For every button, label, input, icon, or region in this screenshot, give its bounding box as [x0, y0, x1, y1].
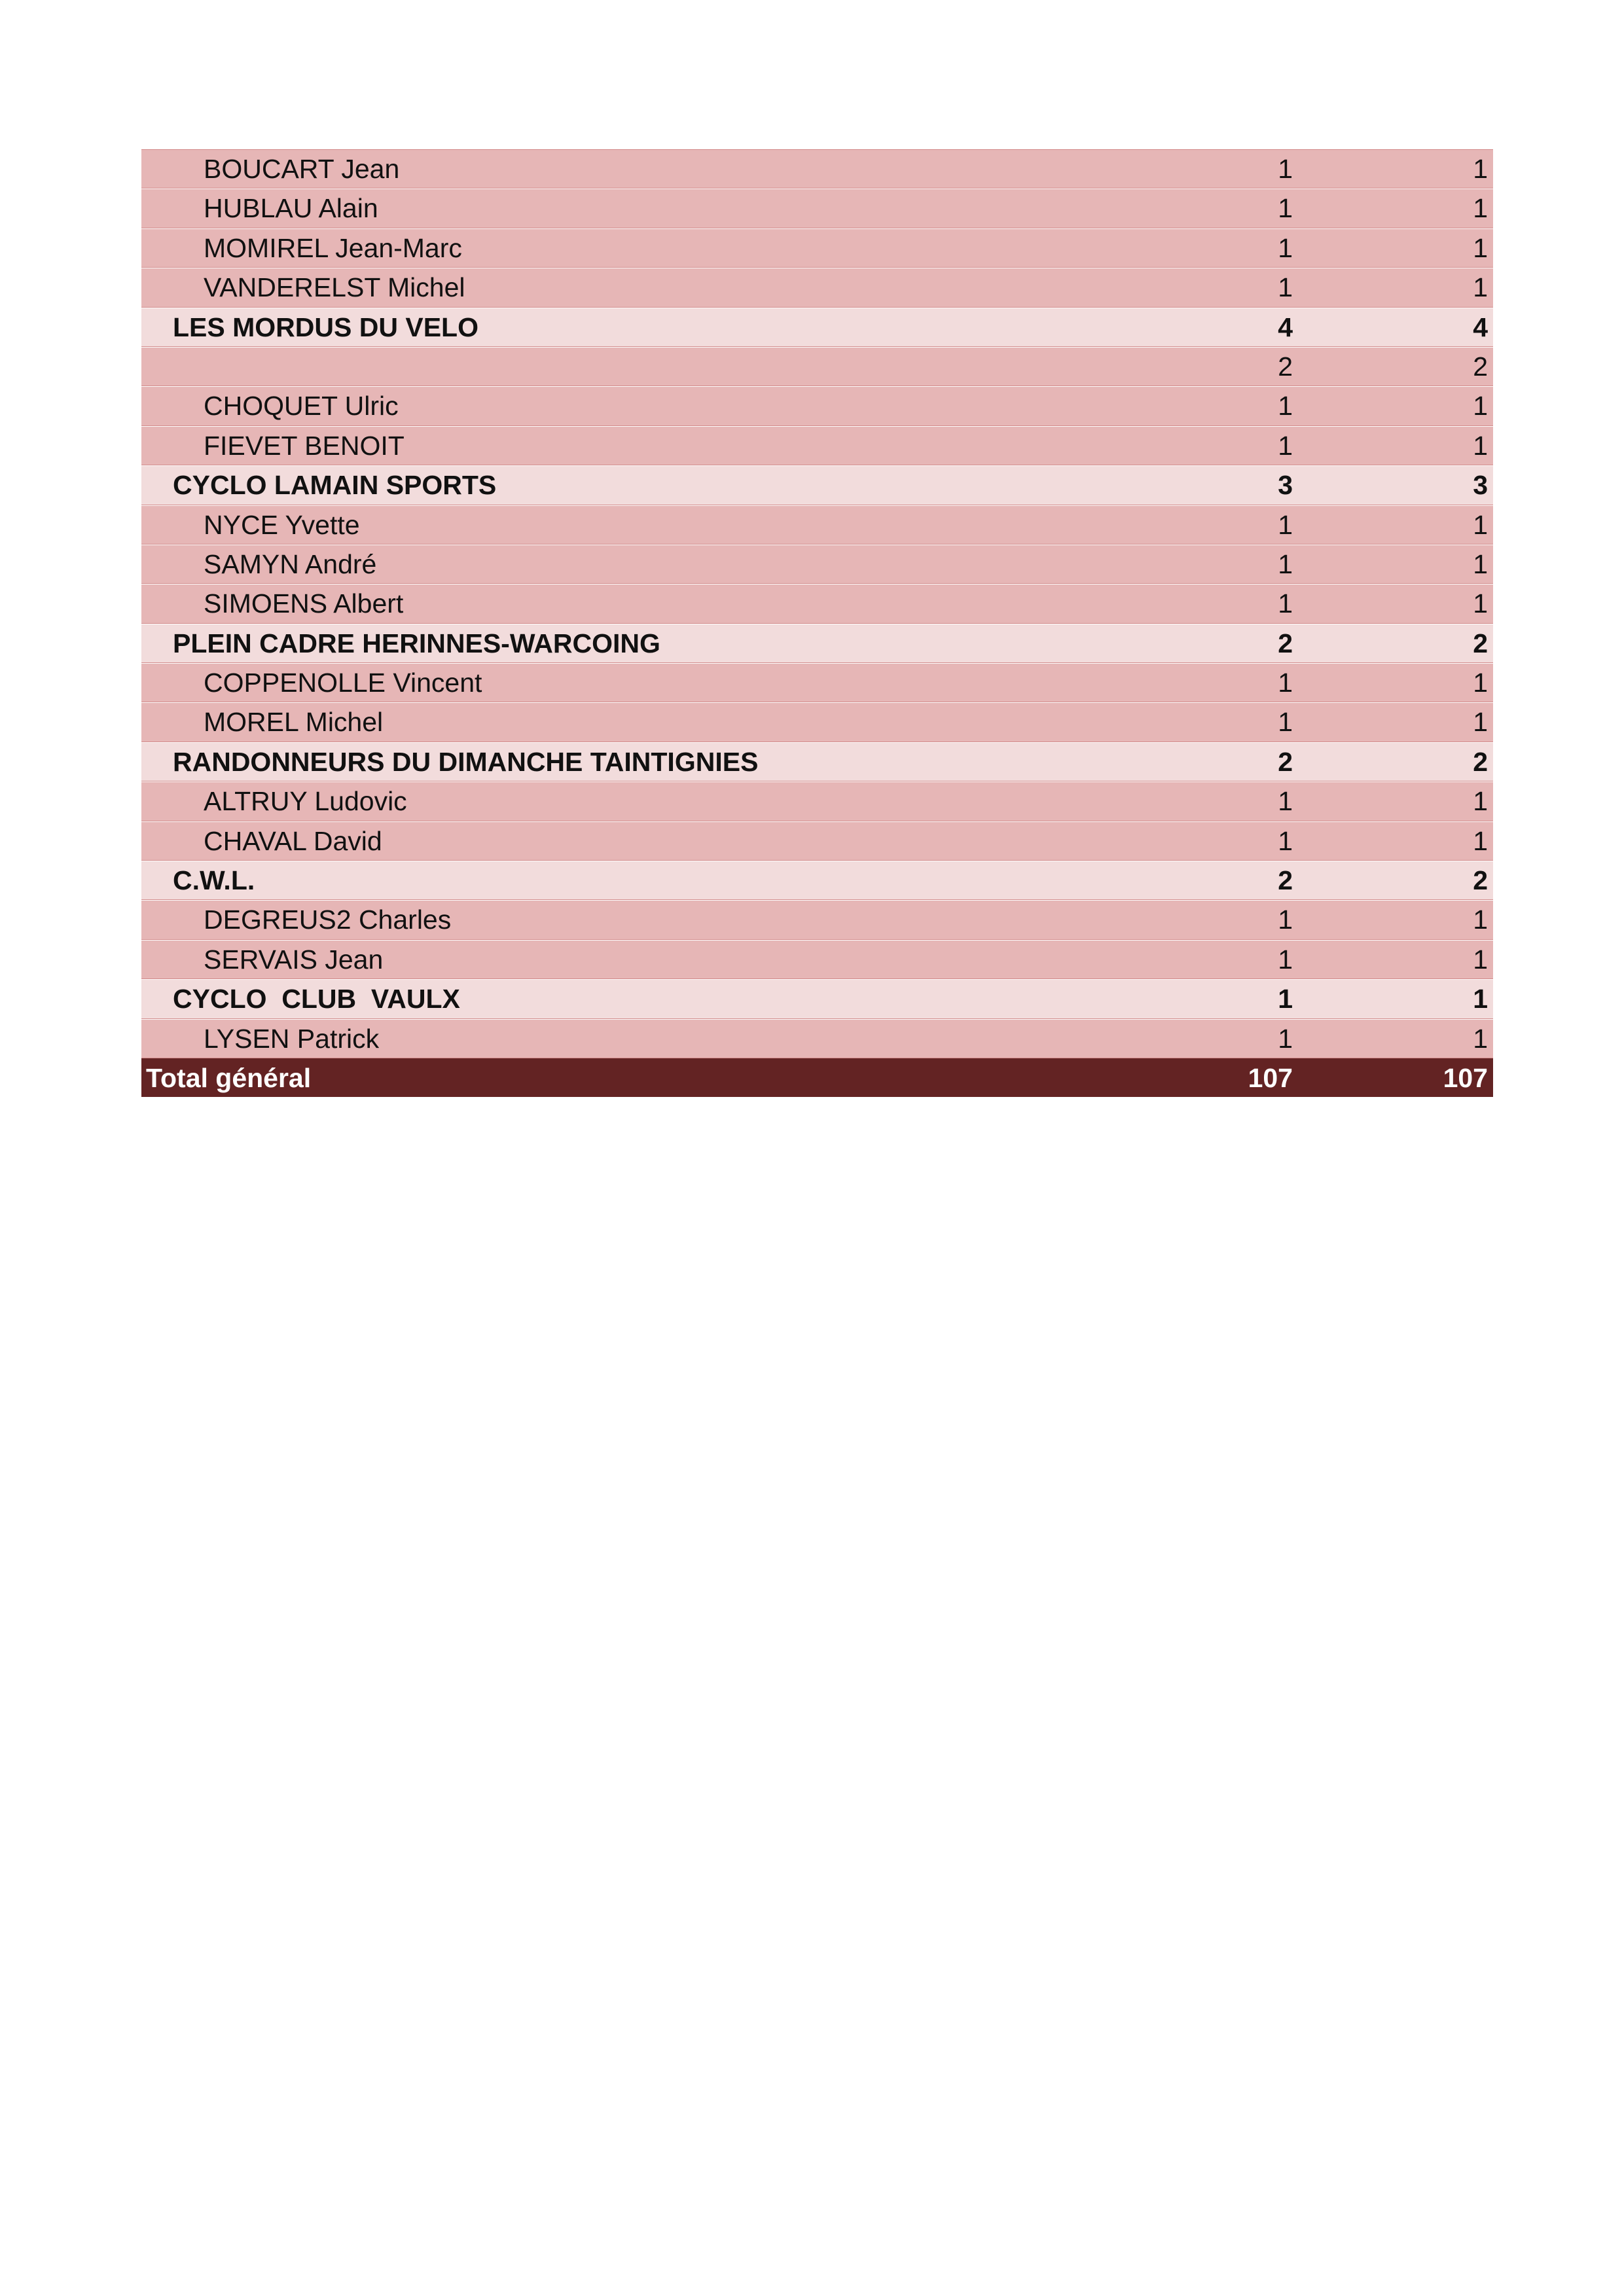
row-value-b: 2: [1473, 865, 1488, 896]
table-row: [141, 545, 1493, 584]
table-row: [141, 900, 1493, 939]
row-value-a: 1: [1278, 1023, 1293, 1054]
table-row: [141, 505, 1493, 545]
table-row: [141, 781, 1493, 821]
table-row: [141, 149, 1493, 188]
club-name: CYCLO CLUB VAULX: [173, 984, 460, 1014]
row-value-a: 1: [1278, 825, 1293, 856]
table-row: [141, 386, 1493, 425]
row-value-b: 2: [1473, 746, 1488, 777]
row-value-a: 1: [1278, 668, 1293, 698]
row-value-b: 3: [1473, 470, 1488, 501]
row-value-a: 1: [1278, 154, 1293, 184]
club-subtotal-row: [141, 624, 1493, 663]
row-value-a: 1: [1278, 984, 1293, 1014]
club-subtotal-row: [141, 465, 1493, 505]
row-value-a: 1: [1278, 707, 1293, 738]
row-value-b: 1: [1473, 430, 1488, 461]
row-value-b: 1: [1473, 509, 1488, 540]
row-value-a: 1: [1278, 391, 1293, 422]
row-value-b: 1: [1473, 825, 1488, 856]
row-value-b: 1: [1473, 668, 1488, 698]
table-row: [141, 663, 1493, 702]
row-value-a: 2: [1278, 351, 1293, 382]
row-label: CHOQUET Ulric: [204, 391, 399, 422]
club-subtotal-row: [141, 979, 1493, 1018]
row-label: NYCE Yvette: [204, 509, 360, 540]
table-row: [141, 584, 1493, 623]
row-value-a: 3: [1278, 470, 1293, 501]
row-value-b: 1: [1473, 193, 1488, 224]
row-value-b: 2: [1473, 351, 1488, 382]
row-value-a: 1: [1278, 548, 1293, 579]
row-label: BOUCART Jean: [204, 154, 400, 184]
row-label: SAMYN André: [204, 548, 377, 579]
table-row: [141, 940, 1493, 979]
row-value-b: 1: [1473, 905, 1488, 935]
table-row: [141, 1019, 1493, 1058]
row-label: SIMOENS Albert: [204, 588, 404, 619]
row-value-b: 1: [1473, 272, 1488, 303]
club-subtotal-row: [141, 308, 1493, 347]
grand-total-label: Total général: [146, 1062, 312, 1093]
club-subtotal-row: [141, 861, 1493, 900]
row-label: COPPENOLLE Vincent: [204, 668, 482, 698]
row-label: FIEVET BENOIT: [204, 430, 405, 461]
row-value-b: 4: [1473, 312, 1488, 342]
row-label: MOMIREL Jean-Marc: [204, 232, 462, 263]
row-value-b: 1: [1473, 232, 1488, 263]
row-value-b: 1: [1473, 154, 1488, 184]
table-row: [141, 347, 1493, 386]
row-value-b: 2: [1473, 628, 1488, 658]
row-label: MOREL Michel: [204, 707, 384, 738]
table-row: [141, 702, 1493, 742]
pivot-table: [141, 149, 1493, 1097]
row-value-b: 1: [1473, 984, 1488, 1014]
row-value-a: 1: [1278, 786, 1293, 817]
row-value-a: 1: [1278, 588, 1293, 619]
row-value-b: 1: [1473, 1023, 1488, 1054]
row-label: SERVAIS Jean: [204, 944, 384, 975]
row-value-b: 1: [1473, 707, 1488, 738]
row-value-a: 1: [1278, 430, 1293, 461]
row-label: CHAVAL David: [204, 825, 382, 856]
table-row: [141, 188, 1493, 228]
club-name: LES MORDUS DU VELO: [173, 312, 478, 342]
row-value-a: 2: [1278, 628, 1293, 658]
row-label: VANDERELST Michel: [204, 272, 465, 303]
row-value-a: 1: [1278, 232, 1293, 263]
row-value-b: 1: [1473, 588, 1488, 619]
row-value-a: 1: [1278, 509, 1293, 540]
table-row: [141, 821, 1493, 861]
row-value-a: 2: [1278, 746, 1293, 777]
table-row: [141, 268, 1493, 307]
club-name: PLEIN CADRE HERINNES-WARCOING: [173, 628, 660, 658]
club-name: CYCLO LAMAIN SPORTS: [173, 470, 497, 501]
club-name: C.W.L.: [173, 865, 255, 896]
grand-total-row: [141, 1058, 1493, 1097]
table-row: [141, 426, 1493, 465]
row-value-a: 1: [1278, 944, 1293, 975]
row-value-b: 1: [1473, 786, 1488, 817]
club-name: RANDONNEURS DU DIMANCHE TAINTIGNIES: [173, 746, 759, 777]
club-subtotal-row: [141, 742, 1493, 781]
grand-total-value-b: 107: [1443, 1062, 1488, 1093]
row-value-b: 1: [1473, 548, 1488, 579]
row-label: ALTRUY Ludovic: [204, 786, 407, 817]
table-row: [141, 228, 1493, 268]
row-value-a: 2: [1278, 865, 1293, 896]
row-label: HUBLAU Alain: [204, 193, 378, 224]
row-value-a: 1: [1278, 272, 1293, 303]
row-label: DEGREUS2 Charles: [204, 905, 452, 935]
grand-total-value-a: 107: [1248, 1062, 1293, 1093]
row-label: LYSEN Patrick: [204, 1023, 380, 1054]
row-value-b: 1: [1473, 944, 1488, 975]
row-value-b: 1: [1473, 391, 1488, 422]
row-value-a: 4: [1278, 312, 1293, 342]
row-value-a: 1: [1278, 905, 1293, 935]
row-value-a: 1: [1278, 193, 1293, 224]
